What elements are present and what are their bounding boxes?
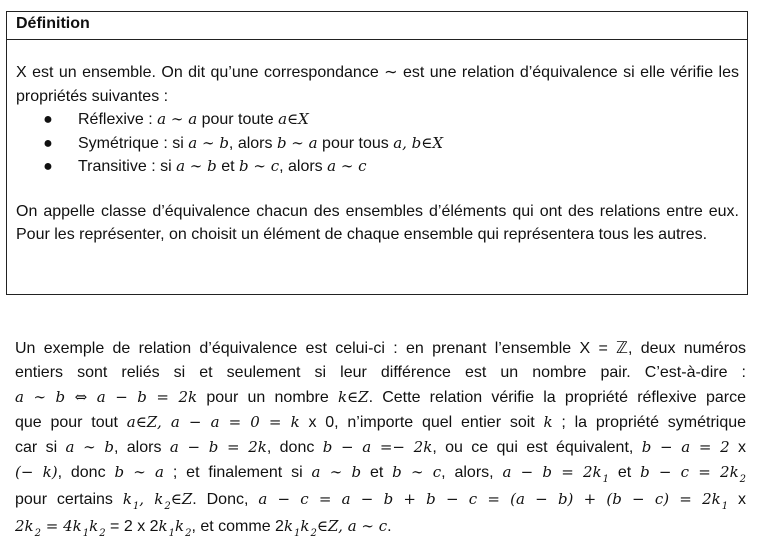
definition-box [6, 11, 748, 295]
properties-list [16, 108, 739, 179]
example-line: $2k_2 = 4k_1k_2 = 2$ x $2k_1k_2$, et comme $2k_1k_2\in Z$, a ∼ c. [15, 517, 392, 539]
example-line: que pour tout a∈Z, a − a = 0 = k x 0, n’importe quel entier soit k ; la propriété symétrique [15, 413, 747, 431]
definition-body [7, 40, 747, 247]
bullet-icon: ● [43, 134, 53, 152]
example-line: pour certains $k_1$, $k_2\in Z$. Donc, $a - c = a - b + b - c = (a - b) + (b - c) = 2k_1$ x [15, 490, 746, 512]
definition-classes: On appelle classe d’équivalence chacun des ensembles d’éléments qui ont des relations entre eux. Pour les représenter, on choisit un élément de chaque ensemble qui représentera tous les autres. [16, 202, 739, 243]
example-line: a ∼ b ⇔ a − b = 2k pour un nombre k∈Z. Cette relation vérifie la propriété réflexive parce [15, 388, 746, 406]
property-symmetric: ● Symétrique : si a ∼ b, alors b ∼ a pour tous a, b∈X [16, 132, 739, 156]
example-line: Un exemple de relation d’équivalence est celui-ci : en prenant l’ensemble X = ℤ, deux numéros [15, 340, 746, 357]
example-line: car si a ∼ b, alors a − b = 2k, donc b − a =− 2k, ou ce qui est équivalent, b − a = 2 x [15, 438, 747, 456]
example-paragraph [15, 337, 746, 541]
example-line: (− k), donc b ∼ a ; et finalement si a ∼ b et b ∼ c, alors, $a - b = 2k_1$ et $b - c = 2k_2$ [15, 463, 747, 485]
property-reflexive: ● Réflexive : a ∼ a pour toute a∈X [16, 108, 739, 132]
bullet-icon: ● [43, 158, 53, 175]
property-transitive: ● Transitive : si a ∼ b et b ∼ c, alors a ∼ c [16, 155, 739, 179]
definition-heading: Définition [7, 12, 747, 40]
definition-intro: X est un ensemble. On dit qu’une correspondance ∼ est une relation d’équivalence si elle vérifie les propriétés suivantes : [16, 64, 739, 105]
bullet-icon: ● [43, 111, 53, 128]
example-line: entiers sont reliés si et seulement si leur différence est un nombre pair. C’est-à-dire : [15, 364, 746, 381]
